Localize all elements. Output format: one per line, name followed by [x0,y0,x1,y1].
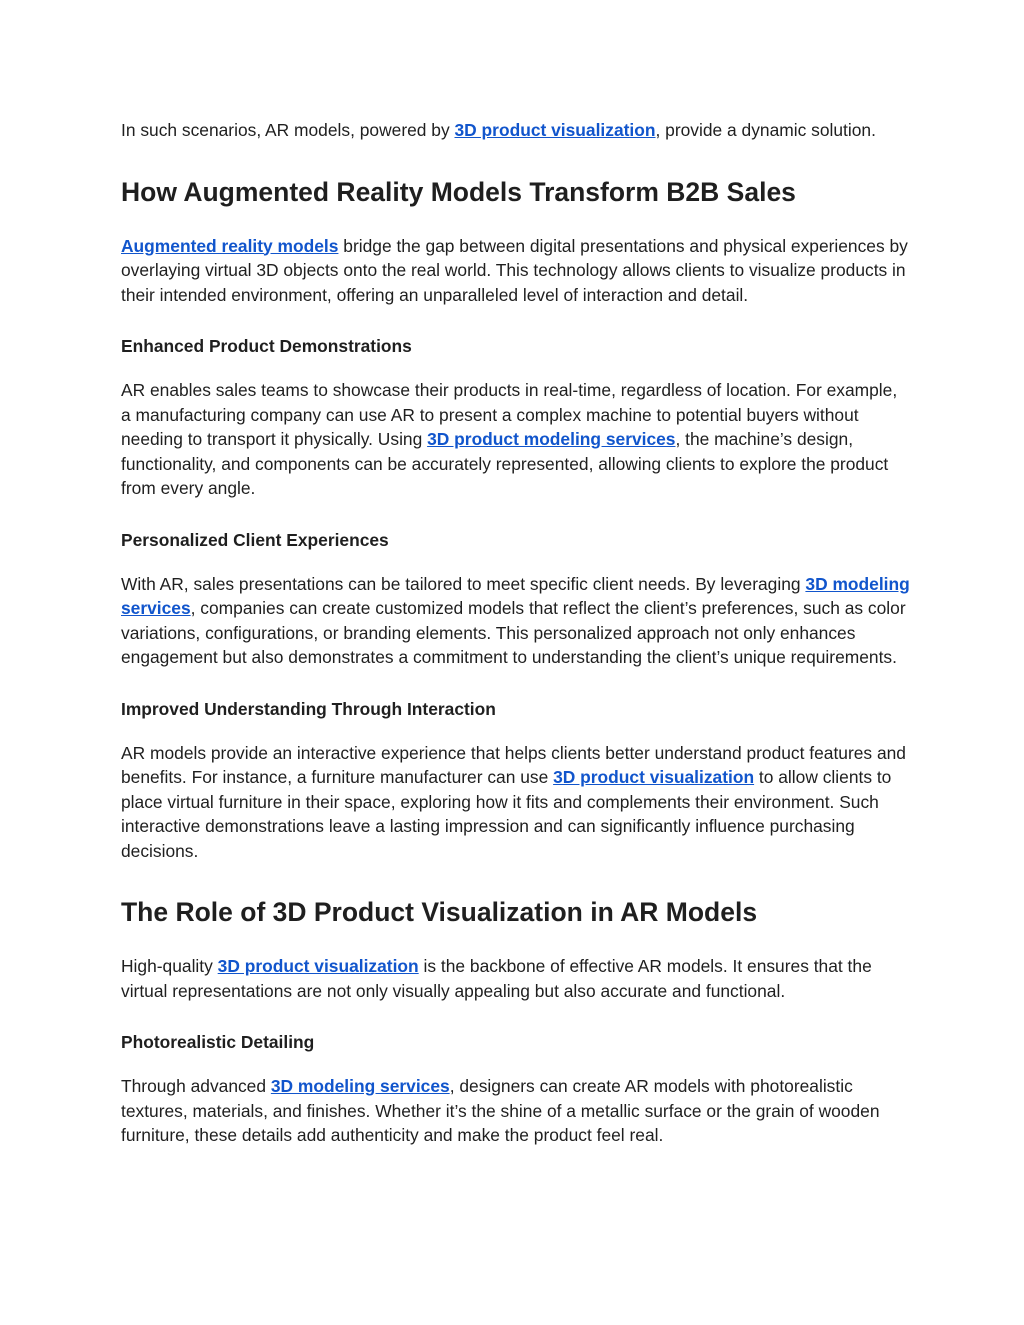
paragraph-role [121,954,911,1003]
heading-transform-b2b-sales: How Augmented Reality Models Transform B2B Sales [121,176,796,207]
intro-paragraph [121,118,911,143]
link-3d-modeling-services[interactable]: 3D modeling services [121,573,910,618]
link-3d-product-visualization[interactable]: 3D product visualization [454,120,656,140]
paragraph-personalized-before: With AR, sales presentations can be tailored to meet specific client needs. By leveraging [121,573,806,594]
paragraph-ar-models-text: bridge the gap between digital presentations and physical experiences by overlaying virtual 3D objects onto the real world. This technology allows clients to visualize products in their intended environment, offering an unparalleled level of interaction and detail. [121,235,908,305]
paragraph-personalized [121,572,911,670]
document-page [121,118,911,1148]
paragraph-photorealistic-after: , designers can create AR models with photorealistic textures, materials, and finishes. Whether it’s the shine of a metallic surface or the grain of wooden furniture, these details add authenticity and make the product feel real. [121,1076,880,1145]
paragraph-demonstrations [121,378,911,501]
link-3d-product-visualization-2[interactable]: 3D product visualization [553,767,755,787]
paragraph-interaction-before: AR models provide an interactive experience that helps clients better understand product features and benefits. For instance, a furniture manufacturer can use [121,742,906,787]
link-3d-product-modeling-services[interactable]: 3D product modeling services [427,429,676,449]
paragraph-interaction-after: to allow clients to place virtual furniture in their space, exploring how it fits and complements their environment. Such interactive demonstrations leave a lasting impression and can significantly influence purchasing decisions. [121,767,892,861]
heading-role-of-3d-visualization: The Role of 3D Product Visualization in AR Models [121,897,758,927]
paragraph-demonstrations-before: AR enables sales teams to showcase their products in real-time, regardless of location. For example, a manufacturing company can use AR to present a complex machine to potential buyers without needing to transport it physically. Using [121,380,898,449]
paragraph-photorealistic [121,1074,911,1148]
link-3d-modeling-services-2[interactable]: 3D modeling services [270,1076,450,1096]
paragraph-demonstrations-after: , the machine’s design, functionality, and components can be accurately represented, allowing clients to explore the product from every angle. [121,429,889,498]
heading-improved-understanding: Improved Understanding Through Interaction [121,698,496,719]
intro-text-before: In such scenarios, AR models, powered by [121,120,455,140]
paragraph-personalized-after: , companies can create customized models that reflect the client’s preferences, such as color variations, configurations, or branding elements. This personalized approach not only enhances engagement but also demonstrates a commitment to understanding the client’s unique requirements. [121,598,906,667]
paragraph-role-after: is the backbone of effective AR models. It ensures that the virtual representations are not only visually appealing but also accurate and functional. [121,956,872,1001]
paragraph-role-before: High-quality [121,956,218,976]
intro-text-after: , provide a dynamic solution. [655,120,876,140]
heading-enhanced-demonstrations: Enhanced Product Demonstrations [121,336,412,356]
heading-personalized-experiences: Personalized Client Experiences [121,529,389,550]
paragraph-photorealistic-before: Through advanced [121,1076,271,1096]
heading-photorealistic-detailing: Photorealistic Detailing [121,1032,315,1052]
paragraph-ar-models [121,234,911,308]
link-3d-product-visualization-3[interactable]: 3D product visualization [217,956,419,976]
paragraph-interaction [121,741,911,864]
link-augmented-reality-models[interactable]: Augmented reality models [121,235,339,256]
